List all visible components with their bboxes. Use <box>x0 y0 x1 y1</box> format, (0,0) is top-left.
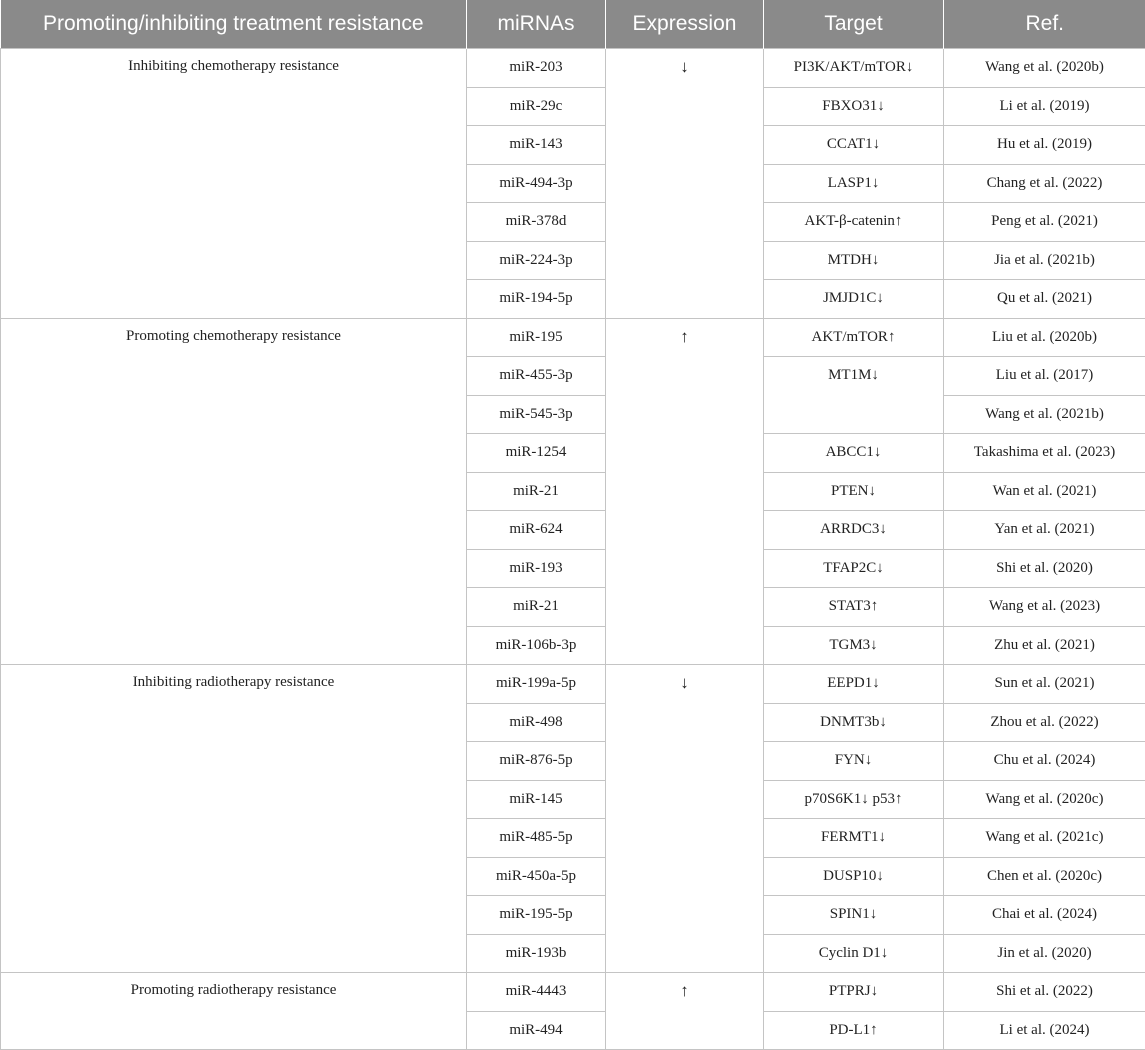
mirna-cell: miR-145 <box>467 780 606 819</box>
group-label: Inhibiting chemotherapy resistance <box>1 49 467 319</box>
ref-cell: Jin et al. (2020) <box>944 934 1145 973</box>
ref-cell: Yan et al. (2021) <box>944 511 1145 550</box>
ref-cell: Liu et al. (2020b) <box>944 318 1145 357</box>
target-cell: Cyclin D1↓ <box>764 934 944 973</box>
ref-cell: Liu et al. (2017) <box>944 357 1145 396</box>
ref-cell: Wang et al. (2020c) <box>944 780 1145 819</box>
table-row <box>1 665 1145 704</box>
target-cell: TFAP2C↓ <box>764 549 944 588</box>
target-cell: AKT/mTOR↑ <box>764 318 944 357</box>
mirna-cell: miR-624 <box>467 511 606 550</box>
table-header <box>1 0 1145 49</box>
ref-cell: Wang et al. (2023) <box>944 588 1145 627</box>
mirna-cell: miR-4443 <box>467 973 606 1012</box>
mirna-cell: miR-494 <box>467 1011 606 1050</box>
target-cell: DUSP10↓ <box>764 857 944 896</box>
header-treatment-resistance: Promoting/inhibiting treatment resistance <box>1 0 467 49</box>
expression-arrow: ↓ <box>606 665 764 973</box>
target-cell: PI3K/AKT/mTOR↓ <box>764 49 944 88</box>
target-cell: PTPRJ↓ <box>764 973 944 1012</box>
mirna-cell: miR-876-5p <box>467 742 606 781</box>
header-target: Target <box>764 0 944 49</box>
mirna-cell: miR-494-3p <box>467 164 606 203</box>
ref-cell: Hu et al. (2019) <box>944 126 1145 165</box>
mirna-cell: miR-224-3p <box>467 241 606 280</box>
ref-cell: Li et al. (2024) <box>944 1011 1145 1050</box>
ref-cell: Peng et al. (2021) <box>944 203 1145 242</box>
group-label: Promoting radiotherapy resistance <box>1 973 467 1050</box>
header-expression: Expression <box>606 0 764 49</box>
ref-cell: Zhou et al. (2022) <box>944 703 1145 742</box>
mirna-cell: miR-498 <box>467 703 606 742</box>
ref-cell: Li et al. (2019) <box>944 87 1145 126</box>
mirna-cell: miR-195 <box>467 318 606 357</box>
target-cell: p70S6K1↓ p53↑ <box>764 780 944 819</box>
target-cell: PD-L1↑ <box>764 1011 944 1050</box>
table-row <box>1 318 1145 357</box>
header-row <box>1 0 1145 49</box>
mirna-cell: miR-194-5p <box>467 280 606 319</box>
ref-cell: Wan et al. (2021) <box>944 472 1145 511</box>
mirna-cell: miR-193 <box>467 549 606 588</box>
expression-arrow: ↑ <box>606 318 764 665</box>
target-cell: STAT3↑ <box>764 588 944 627</box>
target-cell: SPIN1↓ <box>764 896 944 935</box>
mirna-cell: miR-143 <box>467 126 606 165</box>
ref-cell: Jia et al. (2021b) <box>944 241 1145 280</box>
ref-cell: Chai et al. (2024) <box>944 896 1145 935</box>
target-cell: PTEN↓ <box>764 472 944 511</box>
ref-cell: Chu et al. (2024) <box>944 742 1145 781</box>
mirna-cell: miR-193b <box>467 934 606 973</box>
ref-cell: Zhu et al. (2021) <box>944 626 1145 665</box>
mirna-cell: miR-1254 <box>467 434 606 473</box>
table-row <box>1 973 1145 1012</box>
target-cell: JMJD1C↓ <box>764 280 944 319</box>
ref-cell: Wang et al. (2021b) <box>944 395 1145 434</box>
target-cell: TGM3↓ <box>764 626 944 665</box>
target-cell: AKT-β-catenin↑ <box>764 203 944 242</box>
mirna-cell: miR-545-3p <box>467 395 606 434</box>
expression-arrow: ↓ <box>606 49 764 319</box>
mirna-cell: miR-450a-5p <box>467 857 606 896</box>
ref-cell: Shi et al. (2022) <box>944 973 1145 1012</box>
target-cell: DNMT3b↓ <box>764 703 944 742</box>
ref-cell: Shi et al. (2020) <box>944 549 1145 588</box>
mirna-cell: miR-29c <box>467 87 606 126</box>
ref-cell: Chen et al. (2020c) <box>944 857 1145 896</box>
group-label: Inhibiting radiotherapy resistance <box>1 665 467 973</box>
ref-cell: Qu et al. (2021) <box>944 280 1145 319</box>
mirna-cell: miR-195-5p <box>467 896 606 935</box>
mirna-cell: miR-203 <box>467 49 606 88</box>
mirna-cell: miR-455-3p <box>467 357 606 396</box>
header-mirnas: miRNAs <box>467 0 606 49</box>
mirna-cell: miR-378d <box>467 203 606 242</box>
ref-cell: Wang et al. (2021c) <box>944 819 1145 858</box>
ref-cell: Wang et al. (2020b) <box>944 49 1145 88</box>
target-cell: ARRDC3↓ <box>764 511 944 550</box>
mirna-cell: miR-199a-5p <box>467 665 606 704</box>
mirna-cell: miR-485-5p <box>467 819 606 858</box>
target-cell: ABCC1↓ <box>764 434 944 473</box>
mirna-cell: miR-21 <box>467 588 606 627</box>
target-cell: MT1M↓ <box>764 357 944 434</box>
target-cell: EEPD1↓ <box>764 665 944 704</box>
mirna-cell: miR-106b-3p <box>467 626 606 665</box>
group-label: Promoting chemotherapy resistance <box>1 318 467 665</box>
target-cell: FERMT1↓ <box>764 819 944 858</box>
header-ref: Ref. <box>944 0 1145 49</box>
ref-cell: Chang et al. (2022) <box>944 164 1145 203</box>
table-row <box>1 49 1145 88</box>
target-cell: FBXO31↓ <box>764 87 944 126</box>
target-cell: FYN↓ <box>764 742 944 781</box>
expression-arrow: ↑ <box>606 973 764 1050</box>
table-body <box>1 49 1145 1050</box>
target-cell: CCAT1↓ <box>764 126 944 165</box>
ref-cell: Sun et al. (2021) <box>944 665 1145 704</box>
target-cell: MTDH↓ <box>764 241 944 280</box>
mirna-cell: miR-21 <box>467 472 606 511</box>
target-cell: LASP1↓ <box>764 164 944 203</box>
ref-cell: Takashima et al. (2023) <box>944 434 1145 473</box>
